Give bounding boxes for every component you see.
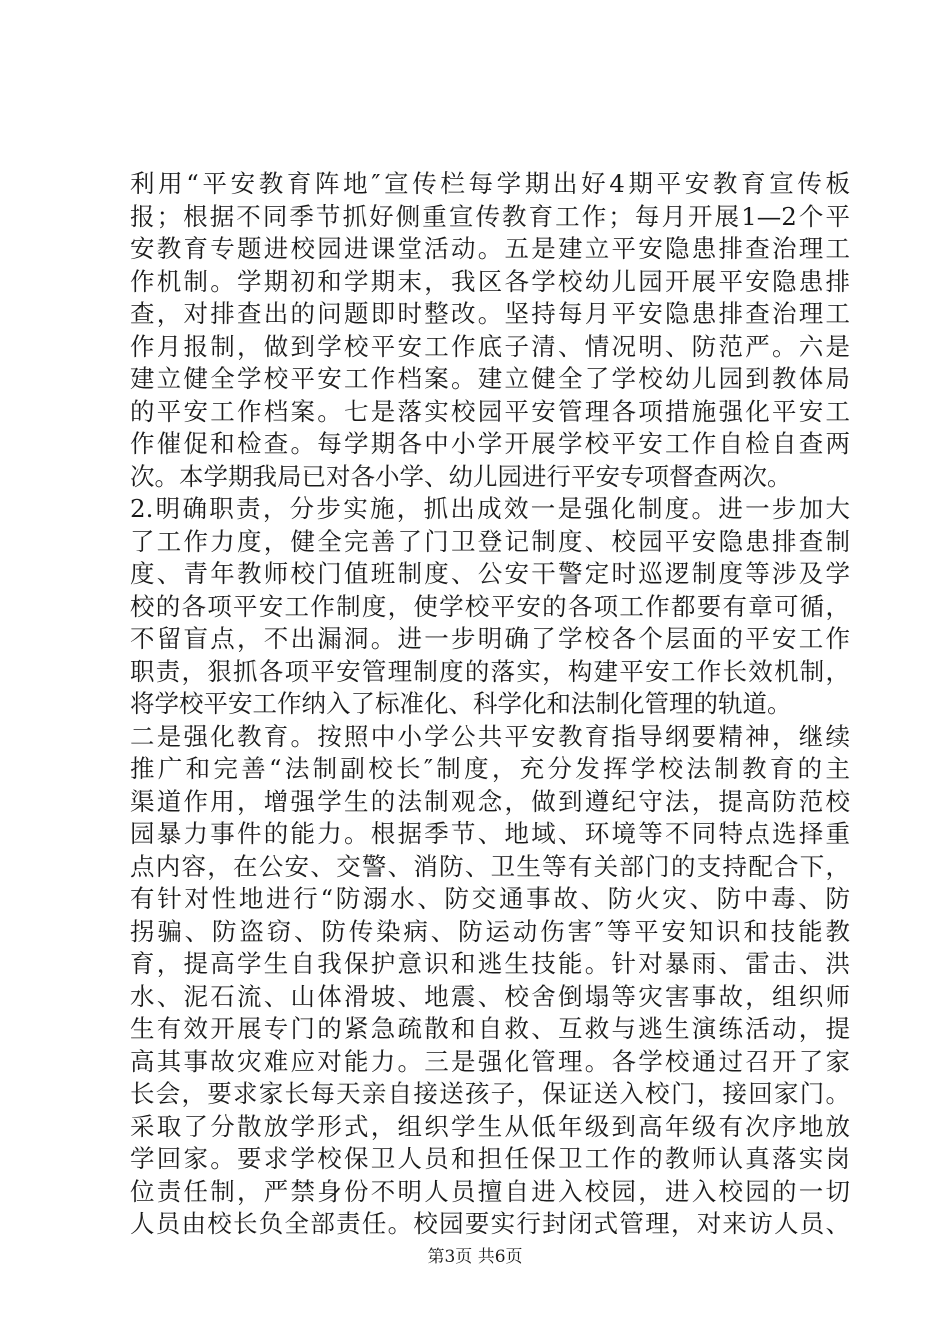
text-line: 学回家。要求学校保卫人员和担任保卫工作的教师认真落实岗	[130, 1144, 850, 1173]
text-line: 点内容，在公安、交警、消防、卫生等有关部门的支持配合下，	[130, 851, 850, 881]
text-line: 了工作力度，健全完善了门卫登记制度、校园平安隐患排查制	[130, 526, 850, 556]
page-number-footer: 第3页 共6页	[427, 1247, 523, 1267]
text-line: 作机制。学期初和学期末，我区各学校幼儿园开展平安隐患排	[130, 266, 850, 296]
body-text	[130, 168, 850, 1241]
text-line: 渠道作用，增强学生的法制观念，做到遵纪守法，提高防范校	[130, 786, 850, 816]
text-line: 水、泥石流、山体滑坡、地震、校舍倒塌等灾害事故，组织师	[130, 981, 850, 1011]
text-line: 高其事故灾难应对能力。三是强化管理。各学校通过召开了家	[130, 1046, 850, 1076]
text-line: 不留盲点，不出漏洞。进一步明确了学校各个层面的平安工作	[130, 624, 850, 653]
text-line: 位责任制，严禁身份不明人员擅自进入校园，进入校园的一切	[130, 1176, 850, 1206]
text-line: 二是强化教育。按照中小学公共平安教育指导纲要精神，继续	[130, 721, 850, 751]
text-line: 生有效开展专门的紧急疏散和自救、互救与逃生演练活动，提	[130, 1014, 850, 1043]
text-line: 作催促和检查。每学期各中小学开展学校平安工作自检自查两	[130, 429, 850, 458]
text-line: 校的各项平安工作制度，使学校平安的各项工作都要有章可循，	[130, 591, 850, 621]
text-line: 拐骗、防盗窃、防传染病、防运动伤害″等平安知识和技能教	[130, 916, 850, 946]
text-line: 采取了分散放学形式，组织学生从低年级到高年级有次序地放	[130, 1111, 850, 1141]
text-line: 2.明确职责，分步实施，抓出成效一是强化制度。进一步加大	[130, 494, 850, 523]
text-line: 报；根据不同季节抓好侧重宣传教育工作；每月开展1—2个平	[130, 201, 850, 231]
text-line: 园暴力事件的能力。根据季节、地域、环境等不同特点选择重	[130, 819, 850, 848]
text-line: 查，对排查出的问题即时整改。坚持每月平安隐患排查治理工	[130, 299, 850, 328]
text-line: 将学校平安工作纳入了标准化、科学化和法制化管理的轨道。	[130, 689, 792, 718]
text-line: 度、青年教师校门值班制度、公安干警定时巡逻制度等涉及学	[130, 559, 850, 588]
text-line: 利用“平安教育阵地″宣传栏每学期出好4期平安教育宣传板	[130, 169, 850, 198]
text-line: 职责，狠抓各项平安管理制度的落实，构建平安工作长效机制，	[130, 656, 850, 686]
text-line: 人员由校长负全部责任。校园要实行封闭式管理，对来访人员、	[130, 1209, 850, 1238]
text-line: 有针对性地进行“防溺水、防交通事故、防火灾、防中毒、防	[130, 884, 850, 913]
text-line: 的平安工作档案。七是落实校园平安管理各项措施强化平安工	[130, 396, 850, 426]
text-line: 长会，要求家长每天亲自接送孩子，保证送入校门，接回家门。	[130, 1079, 850, 1108]
text-line: 安教育专题进校园进课堂活动。五是建立平安隐患排查治理工	[130, 234, 850, 263]
text-line: 次。本学期我局已对各小学、幼儿园进行平安专项督查两次。	[130, 461, 792, 491]
text-line: 建立健全学校平安工作档案。建立健全了学校幼儿园到教体局	[130, 364, 850, 393]
text-line: 作月报制，做到学校平安工作底子清、情况明、防范严。六是	[130, 331, 850, 361]
text-line: 推广和完善“法制副校长″制度，充分发挥学校法制教育的主	[130, 754, 850, 783]
text-line: 育，提高学生自我保护意识和逃生技能。针对暴雨、雷击、洪	[130, 949, 850, 978]
